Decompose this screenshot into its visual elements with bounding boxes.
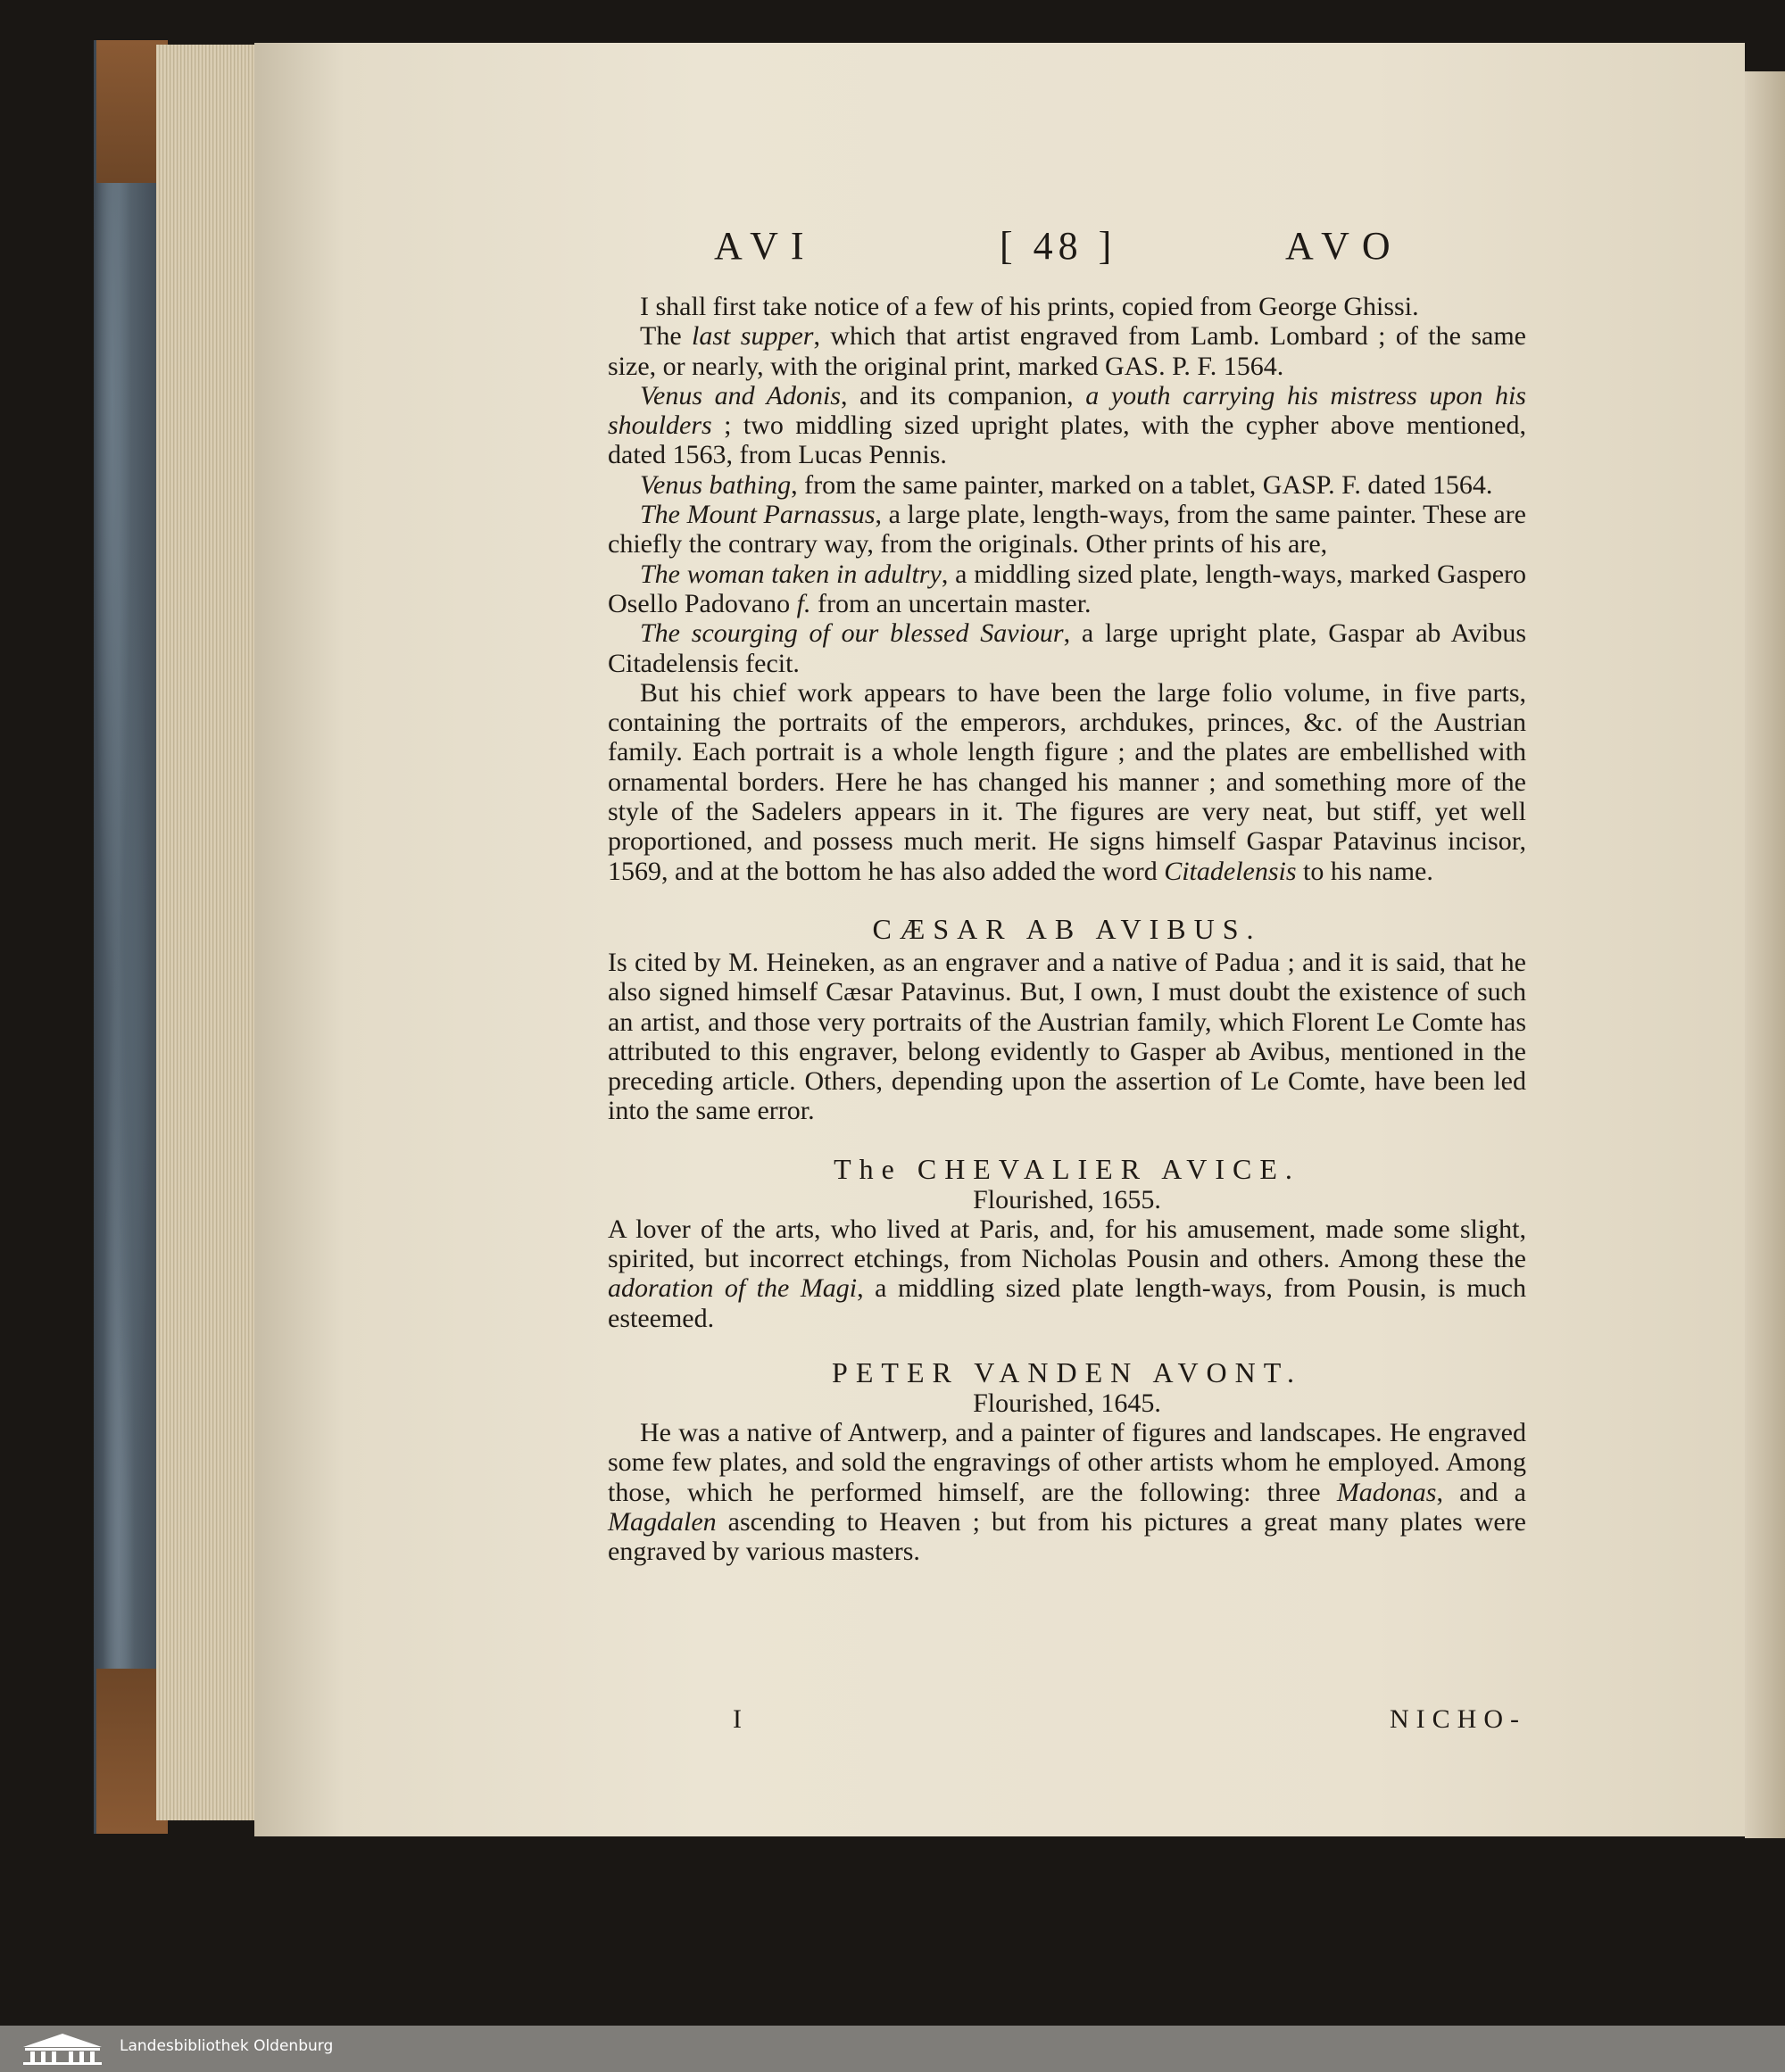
running-header <box>607 223 1526 286</box>
italic-run: Venus and Adonis <box>640 380 841 410</box>
paragraph-avont: He was a native of Antwerp, and a painter of figures and landscapes. He engraved some few plates, and sold the engravings of other artists whom he employed. Among those, which he performed himself, are the following: three Madonas, and a Magdalen ascending to Heaven ; but from his pictures a great many plates were engraved by various masters. <box>608 1417 1526 1567</box>
paragraph: I shall first take notice of a few of his prints, copied from George Ghissi. <box>640 292 1419 321</box>
flourished-avont: Flourished, 1645. <box>973 1388 1161 1418</box>
section-heading-caesar: CÆSAR AB AVIBUS. <box>872 912 1262 945</box>
library-building-icon <box>18 2031 107 2071</box>
page-edges <box>156 45 259 1820</box>
italic-run: The woman taken in adultry <box>640 559 942 589</box>
section-heading-avont: PETER VANDEN AVONT. <box>832 1355 1302 1388</box>
italic-run: f. <box>796 588 811 618</box>
paragraph: The scourging of our blessed Saviour, a large upright plate, Gaspar ab Avibus Citadelensis fecit. <box>608 618 1526 678</box>
catchword: NICHO- <box>1390 1704 1526 1734</box>
italic-run: The scourging of our blessed Saviour <box>640 618 1064 649</box>
paragraph-avice: A lover of the arts, who lived at Paris, and, for his amusement, made some slight, spirited, but incorrect etchings, from Nicholas Pousin and others. Among these the adoration of the Magi, a middling sized plate length-ways, from Pousin, is much esteemed. <box>608 1214 1526 1333</box>
paragraph: The woman taken in adultry, a middling sized plate, length-ways, marked Gaspero Osello Padovano f. from an uncertain master. <box>608 559 1526 618</box>
flourished-avice: Flourished, 1655. <box>973 1184 1161 1214</box>
paragraph: Venus and Adonis, and its companion, a youth carrying his mistress upon his shoulders ; two middling sized upright plates, with the cypher above mentioned, dated 1563, from Lucas Pennis. <box>608 380 1526 470</box>
section-heading-avice: The CHEVALIER AVICE. <box>834 1152 1300 1185</box>
italic-run: Venus bathing <box>640 469 792 500</box>
paragraph: The last supper, which that artist engraved from Lamb. Lombard ; of the same size, or nearly, with the original print, marked GAS. P. F. 1564. <box>608 321 1526 381</box>
italic-run: a youth carrying his mistress upon his shoulders <box>608 380 1526 441</box>
italic-run: last supper <box>692 321 814 352</box>
paragraph-caesar: Is cited by M. Heineken, as an engraver and a native of Padua ; and it is said, that he also signed himself Cæsar Patavinus. But, I own, I must doubt the existence of such an artist, and those very portraits of the Austrian family, which Florent Le Comte has attributed to this engraver, belong evidently to Gasper ab Avibus, mentioned in the preceding article. Others, depending upon the assertion of Le Comte, have been led into the same error. <box>608 947 1526 1126</box>
italic-run: adoration of the Magi <box>608 1273 858 1304</box>
library-footer-bar <box>0 2026 1785 2072</box>
paragraph: But his chief work appears to have been the large folio volume, in five parts, containing the portraits of the emperors, archdukes, princes, &c. of the Austrian family. Each portrait is a whole length figure ; and the plates are embellished with ornamental borders. Here he has changed his manner ; and something more of the style of the Sadelers appears in it. The figures are very neat, but stiff, yet well proportioned, and possess much merit. He signs himself Gaspar Patavinus incisor, 1569, and at the bottom he has also added the word Citadelensis to his name. <box>608 677 1526 886</box>
italic-run: Magdalen <box>608 1506 717 1537</box>
library-name: Landesbibliothek Oldenburg <box>120 2037 334 2055</box>
italic-run: The Mount Parnassus <box>640 500 876 530</box>
paragraph: The Mount Parnassus, a large plate, length-ways, from the same painter. These are chiefly the contrary way, from the originals. Other prints of his are, <box>608 500 1526 559</box>
facing-page-edge <box>1745 71 1785 1838</box>
page-text <box>608 292 1526 1566</box>
book-binding <box>94 40 156 1834</box>
header-right: AVO <box>1285 224 1403 268</box>
italic-run: Citadelensis <box>1164 856 1297 886</box>
page-number: [ 48 ] <box>1000 224 1117 268</box>
header-left: AVI <box>714 224 817 268</box>
italic-run: Madonas <box>1336 1477 1437 1507</box>
paragraph: Venus bathing, from the same painter, marked on a tablet, GASP. F. dated 1564. <box>640 469 1493 500</box>
signature-mark: I <box>733 1704 742 1734</box>
